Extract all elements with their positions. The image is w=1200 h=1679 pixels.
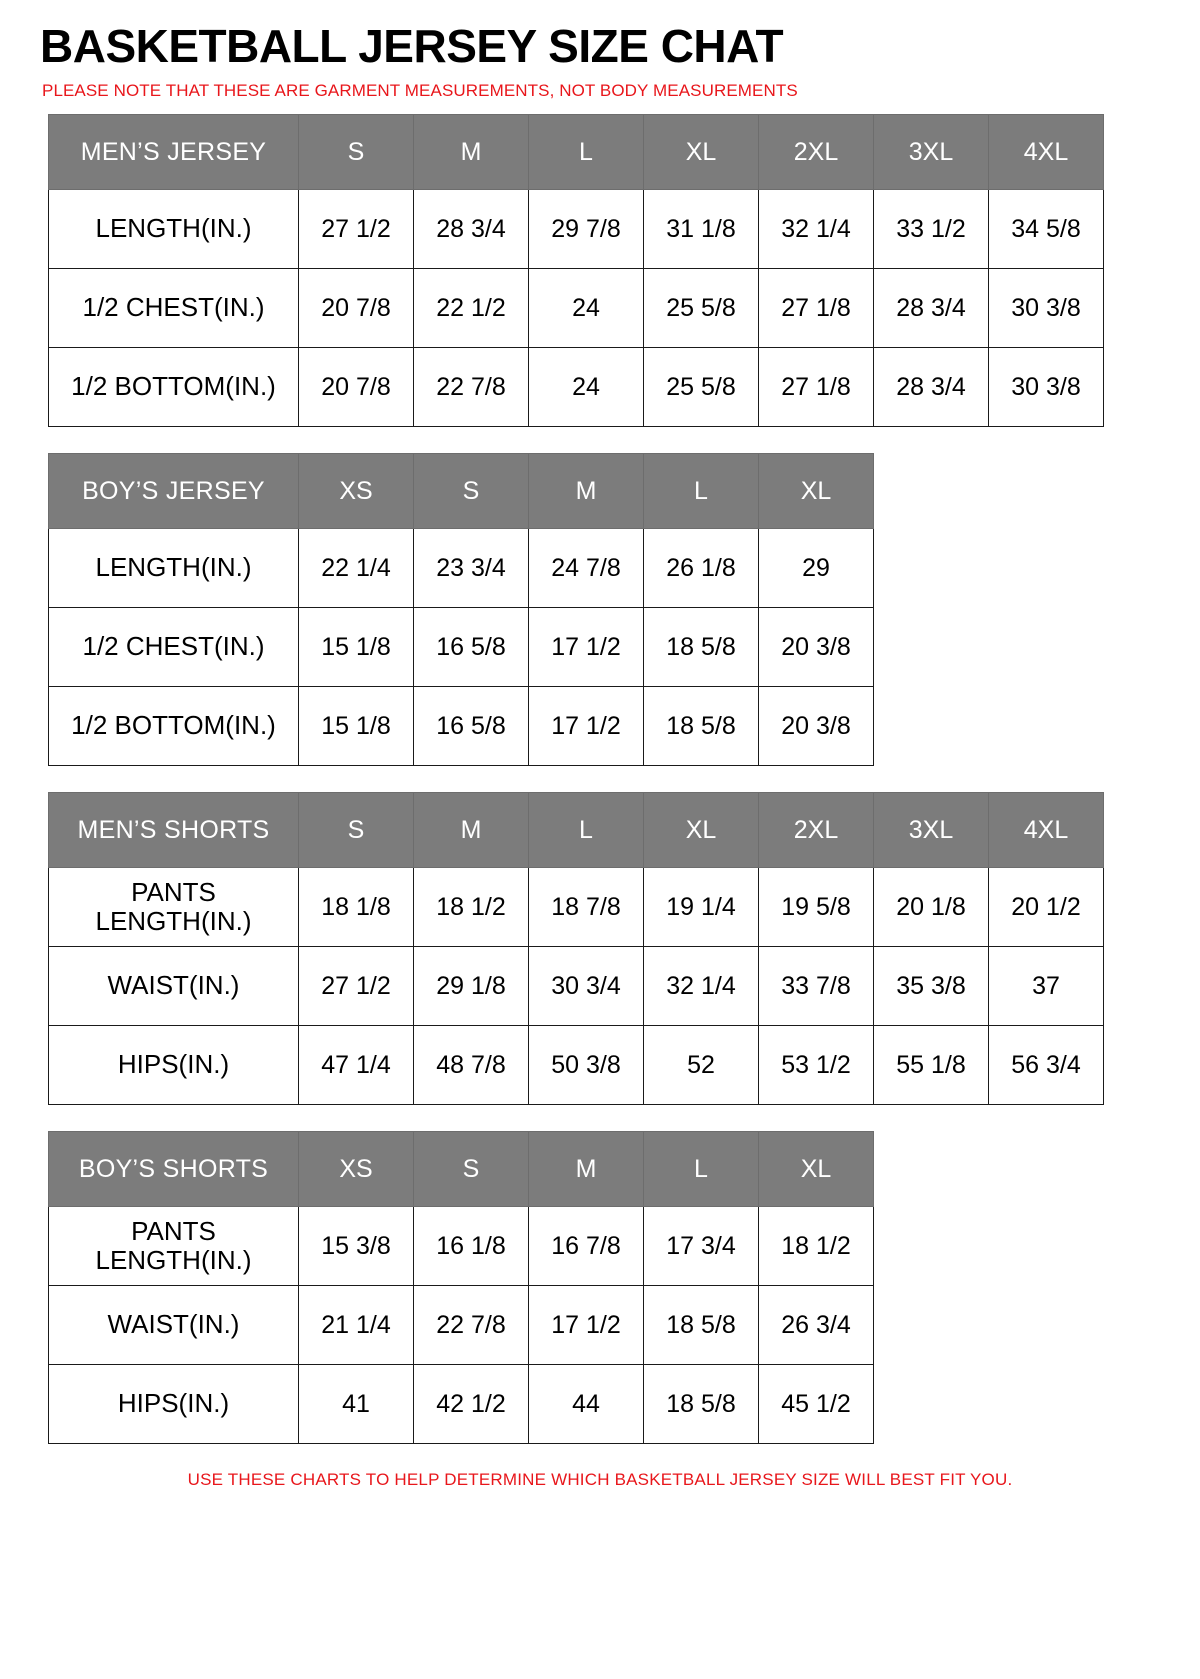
measurement-value: 24	[529, 268, 644, 347]
size-header-m: M	[529, 453, 644, 528]
measurement-value: 28 3/4	[874, 268, 989, 347]
measurement-value: 24 7/8	[529, 528, 644, 607]
size-header-xl: XL	[759, 453, 874, 528]
measurement-value: 19 1/4	[644, 867, 759, 946]
measurement-value: 30 3/4	[529, 946, 644, 1025]
size-header-l: L	[529, 792, 644, 867]
measurement-value: 22 1/2	[414, 268, 529, 347]
measurement-value: 20 7/8	[299, 268, 414, 347]
measurement-value: 30 3/8	[989, 347, 1104, 426]
measurement-value: 28 3/4	[874, 347, 989, 426]
measurement-value: 15 1/8	[299, 686, 414, 765]
measurement-value: 53 1/2	[759, 1025, 874, 1104]
table-corner-label: MEN’S SHORTS	[49, 792, 299, 867]
measurement-label: 1/2 BOTTOM(IN.)	[49, 686, 299, 765]
measurement-value: 22 7/8	[414, 347, 529, 426]
measurement-value: 18 5/8	[644, 1364, 759, 1443]
measurement-value: 26 3/4	[759, 1285, 874, 1364]
table-row	[49, 189, 1104, 268]
measurement-value: 17 3/4	[644, 1206, 759, 1285]
measurement-value: 29 1/8	[414, 946, 529, 1025]
table-header-row	[49, 453, 874, 528]
measurement-value: 18 5/8	[644, 686, 759, 765]
measurement-value: 15 3/8	[299, 1206, 414, 1285]
measurement-value: 33 7/8	[759, 946, 874, 1025]
footer-note: USE THESE CHARTS TO HELP DETERMINE WHICH BASKETBALL JERSEY SIZE WILL BEST FIT YOU.	[187, 1469, 1013, 1489]
measurement-value: 28 3/4	[414, 189, 529, 268]
measurement-value: 18 7/8	[529, 867, 644, 946]
measurement-label: 1/2 CHEST(IN.)	[49, 607, 299, 686]
measurement-label: 1/2 CHEST(IN.)	[49, 268, 299, 347]
table-row	[49, 607, 874, 686]
measurement-value: 27 1/8	[759, 347, 874, 426]
measurement-value: 25 5/8	[644, 268, 759, 347]
size-header-xs: XS	[299, 1131, 414, 1206]
measurement-value: 17 1/2	[529, 686, 644, 765]
measurement-value: 56 3/4	[989, 1025, 1104, 1104]
table-row	[49, 268, 1104, 347]
table-row	[49, 1285, 874, 1364]
size-header-l: L	[529, 114, 644, 189]
table-row	[49, 686, 874, 765]
measurement-value: 32 1/4	[644, 946, 759, 1025]
measurement-value: 18 1/2	[414, 867, 529, 946]
measurement-value: 29	[759, 528, 874, 607]
measurement-value: 27 1/2	[299, 946, 414, 1025]
size-header-m: M	[414, 114, 529, 189]
measurement-value: 35 3/8	[874, 946, 989, 1025]
measurement-value: 19 5/8	[759, 867, 874, 946]
measurement-value: 29 7/8	[529, 189, 644, 268]
measurement-value: 30 3/8	[989, 268, 1104, 347]
measurement-label: HIPS(IN.)	[49, 1364, 299, 1443]
measurement-value: 16 7/8	[529, 1206, 644, 1285]
measurement-value: 15 1/8	[299, 607, 414, 686]
measurement-label: HIPS(IN.)	[49, 1025, 299, 1104]
size-table-mens-jersey	[48, 114, 1104, 427]
size-header-xl: XL	[644, 792, 759, 867]
measurement-value: 26 1/8	[644, 528, 759, 607]
size-header-xl: XL	[644, 114, 759, 189]
table-corner-label: BOY’S SHORTS	[49, 1131, 299, 1206]
measurement-value: 44	[529, 1364, 644, 1443]
size-header-2xl: 2XL	[759, 114, 874, 189]
measurement-value: 50 3/8	[529, 1025, 644, 1104]
measurement-label: WAIST(IN.)	[49, 946, 299, 1025]
size-header-s: S	[299, 792, 414, 867]
measurement-value: 17 1/2	[529, 607, 644, 686]
measurement-value: 20 7/8	[299, 347, 414, 426]
table-row	[49, 1364, 874, 1443]
table-corner-label: MEN’S JERSEY	[49, 114, 299, 189]
measurement-value: 18 5/8	[644, 607, 759, 686]
size-table-boys-shorts	[48, 1131, 874, 1444]
measurement-value: 16 5/8	[414, 607, 529, 686]
table-row	[49, 1025, 1104, 1104]
measurement-value: 42 1/2	[414, 1364, 529, 1443]
measurement-label: WAIST(IN.)	[49, 1285, 299, 1364]
table-row	[49, 1206, 874, 1285]
measurement-value: 20 1/8	[874, 867, 989, 946]
measurement-value: 18 1/2	[759, 1206, 874, 1285]
measurement-value: 17 1/2	[529, 1285, 644, 1364]
size-header-2xl: 2XL	[759, 792, 874, 867]
measurement-value: 20 1/2	[989, 867, 1104, 946]
table-row	[49, 528, 874, 607]
measurement-value: 23 3/4	[414, 528, 529, 607]
measurement-value: 31 1/8	[644, 189, 759, 268]
size-header-s: S	[414, 453, 529, 528]
measurement-value: 16 5/8	[414, 686, 529, 765]
measurement-value: 52	[644, 1025, 759, 1104]
measurement-note: PLEASE NOTE THAT THESE ARE GARMENT MEASUREMENTS, NOT BODY MEASUREMENTS	[42, 81, 798, 101]
size-header-l: L	[644, 1131, 759, 1206]
measurement-label: LENGTH(IN.)	[49, 189, 299, 268]
measurement-value: 33 1/2	[874, 189, 989, 268]
size-header-m: M	[414, 792, 529, 867]
table-corner-label: BOY’S JERSEY	[49, 453, 299, 528]
table-header-row	[49, 792, 1104, 867]
measurement-label: PANTS LENGTH(IN.)	[49, 1206, 299, 1285]
measurement-label: LENGTH(IN.)	[49, 528, 299, 607]
measurement-value: 27 1/2	[299, 189, 414, 268]
size-header-xl: XL	[759, 1131, 874, 1206]
measurement-value: 20 3/8	[759, 686, 874, 765]
measurement-label: PANTS LENGTH(IN.)	[49, 867, 299, 946]
measurement-value: 55 1/8	[874, 1025, 989, 1104]
table-row	[49, 867, 1104, 946]
measurement-value: 48 7/8	[414, 1025, 529, 1104]
size-header-3xl: 3XL	[874, 792, 989, 867]
tables-container	[30, 114, 1170, 1444]
measurement-value: 32 1/4	[759, 189, 874, 268]
measurement-value: 21 1/4	[299, 1285, 414, 1364]
measurement-value: 34 5/8	[989, 189, 1104, 268]
measurement-value: 27 1/8	[759, 268, 874, 347]
size-header-4xl: 4XL	[989, 114, 1104, 189]
table-row	[49, 946, 1104, 1025]
size-header-m: M	[529, 1131, 644, 1206]
table-header-row	[49, 114, 1104, 189]
measurement-value: 16 1/8	[414, 1206, 529, 1285]
measurement-value: 22 1/4	[299, 528, 414, 607]
measurement-value: 45 1/2	[759, 1364, 874, 1443]
size-header-xs: XS	[299, 453, 414, 528]
table-row	[49, 347, 1104, 426]
measurement-value: 25 5/8	[644, 347, 759, 426]
measurement-label: 1/2 BOTTOM(IN.)	[49, 347, 299, 426]
measurement-value: 18 1/8	[299, 867, 414, 946]
measurement-value: 47 1/4	[299, 1025, 414, 1104]
measurement-value: 24	[529, 347, 644, 426]
size-table-boys-jersey	[48, 453, 874, 766]
measurement-value: 18 5/8	[644, 1285, 759, 1364]
size-header-s: S	[299, 114, 414, 189]
size-header-4xl: 4XL	[989, 792, 1104, 867]
size-header-3xl: 3XL	[874, 114, 989, 189]
measurement-value: 41	[299, 1364, 414, 1443]
size-header-s: S	[414, 1131, 529, 1206]
size-table-mens-shorts	[48, 792, 1104, 1105]
size-header-l: L	[644, 453, 759, 528]
page-title: BASKETBALL JERSEY SIZE CHAT	[40, 20, 784, 72]
table-header-row	[49, 1131, 874, 1206]
measurement-value: 37	[989, 946, 1104, 1025]
measurement-value: 20 3/8	[759, 607, 874, 686]
measurement-value: 22 7/8	[414, 1285, 529, 1364]
